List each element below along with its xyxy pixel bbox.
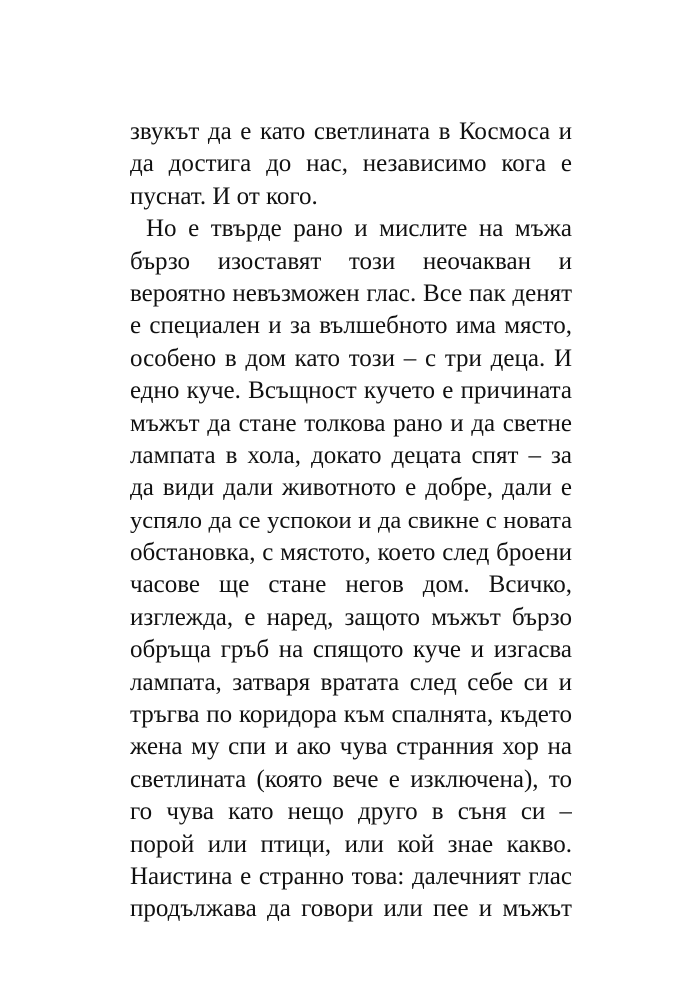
text-line: светлината (която вече е изключена), то xyxy=(130,765,572,793)
text-line: изглежда, е наред, защото мъжът бързо xyxy=(130,603,572,631)
text-line: едно куче. Всъщност кучето е причината xyxy=(130,377,572,405)
text-line: лампата, затваря вратата след себе си и xyxy=(130,668,572,696)
text-line: Но е твърде рано и мислите на мъжа xyxy=(146,215,572,243)
text-line: звукът да е като светлината в Космоса и xyxy=(130,118,572,145)
text-line: мъжът да стане толкова рано и да светне xyxy=(130,409,572,437)
text-line: Наистина е странно това: далечният глас xyxy=(130,862,572,890)
text-line: порой или птици, или кой знае какво. xyxy=(130,830,572,858)
body-text xyxy=(130,116,572,926)
text-line: бързо изоставят този неочакван и xyxy=(130,247,572,275)
text-line: тръгва по коридора към спалнята, където xyxy=(130,701,572,729)
text-line: продължава да говори или пее и мъжът xyxy=(130,895,572,923)
text-line: обръща гръб на спящото куче и изгасва xyxy=(130,636,572,664)
text-line: лампата в хола, докато децата спят – за xyxy=(130,441,572,469)
text-line: жена му спи и ако чува странния хор на xyxy=(130,733,572,761)
text-line: да достига до нас, независимо кога е xyxy=(130,150,572,178)
text-line: обстановка, с мястото, което след броени xyxy=(130,539,572,567)
text-line: е специален и за вълшебното има място, xyxy=(130,312,572,340)
text-line: часове ще стане негов дом. Всичко, xyxy=(130,571,572,599)
text-line: го чува като нещо друго в съня си – xyxy=(130,798,572,826)
text-line: пуснат. И от кого. xyxy=(130,182,318,210)
text-line: успяло да се успокои и да свикне с новата xyxy=(130,506,572,534)
text-line: особено в дом като този – с три деца. И xyxy=(130,344,572,372)
text-line: да види дали животното е добре, дали е xyxy=(130,474,572,502)
text-line: вероятно невъзможен глас. Все пак денят xyxy=(130,279,572,307)
